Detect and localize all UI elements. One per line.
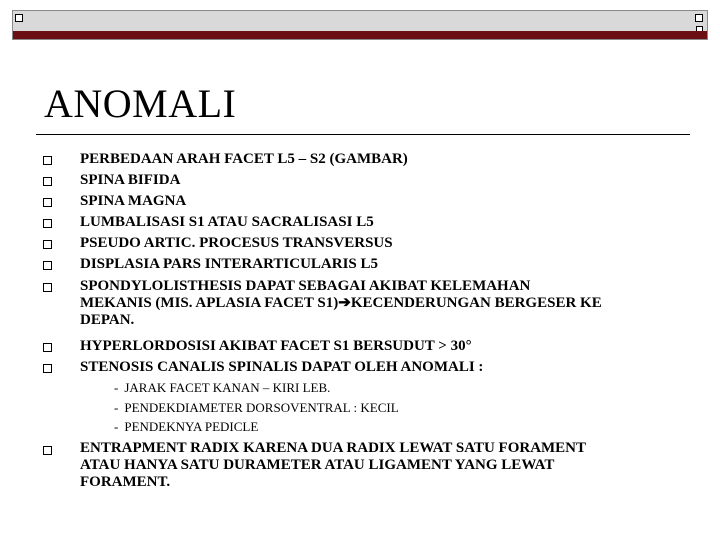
square-bullet-icon	[43, 198, 52, 207]
sub-list-item-text: PENDEKDIAMETER DORSOVENTRAL : KECIL	[124, 400, 399, 415]
sub-list-item	[114, 398, 399, 417]
list-item: SPINA BIFIDA	[80, 172, 181, 188]
arrow-icon: ➔	[338, 295, 351, 311]
dash-marker: -	[114, 380, 119, 395]
list-item: LUMBALISASI S1 ATAU SACRALISASI L5	[80, 214, 374, 230]
list-item: HYPERLORDOSISI AKIBAT FACET S1 BERSUDUT > 30°	[80, 338, 472, 354]
dash-marker: -	[114, 400, 119, 415]
sub-list-item	[114, 378, 330, 397]
list-item-line: SPONDYLOLISTHESIS DAPAT SEBAGAI AKIBAT KELEMAHAN	[80, 278, 531, 294]
square-icon	[15, 14, 23, 22]
list-item: SPINA MAGNA	[80, 193, 187, 209]
list-item-line	[80, 295, 716, 312]
sub-list-item	[114, 417, 258, 436]
square-icon	[695, 14, 703, 22]
sub-list-item-text: PENDEKNYA PEDICLE	[124, 419, 259, 434]
list-item-line: DEPAN.	[80, 312, 135, 328]
title-divider	[36, 134, 690, 135]
slide-title: ANOMALI	[44, 81, 237, 126]
square-bullet-icon	[43, 219, 52, 228]
square-bullet-icon	[43, 156, 52, 165]
list-item	[80, 440, 716, 491]
square-bullet-icon	[43, 364, 52, 373]
list-item: PSEUDO ARTIC. PROCESUS TRANSVERSUS	[80, 235, 393, 251]
square-bullet-icon	[43, 261, 52, 270]
header-accent-band	[13, 31, 707, 39]
list-item: DISPLASIA PARS INTERARTICULARIS L5	[80, 256, 379, 272]
square-bullet-icon	[43, 240, 52, 249]
header-bar	[12, 10, 708, 40]
list-item: PERBEDAAN ARAH FACET L5 – S2 (GAMBAR)	[80, 151, 408, 167]
sub-list-item-text: JARAK FACET KANAN – KIRI LEB.	[124, 380, 331, 395]
list-item: STENOSIS CANALIS SPINALIS DAPAT OLEH ANOMALI :	[80, 359, 484, 375]
list-item-text: MEKANIS (MIS. APLASIA FACET S1)	[80, 295, 339, 311]
square-bullet-icon	[43, 177, 52, 186]
list-item-text: KECENDERUNGAN BERGESER KE	[350, 295, 602, 311]
list-item	[80, 278, 716, 329]
square-bullet-icon	[43, 283, 52, 292]
list-item-line: ENTRAPMENT RADIX KARENA DUA RADIX LEWAT SATU FORAMENT	[80, 440, 587, 456]
dash-marker: -	[114, 419, 119, 434]
square-bullet-icon	[43, 446, 52, 455]
list-item-line: FORAMENT.	[80, 474, 171, 490]
square-bullet-icon	[43, 343, 52, 352]
list-item-line: ATAU HANYA SATU DURAMETER ATAU LIGAMENT YANG LEWAT	[80, 457, 555, 473]
